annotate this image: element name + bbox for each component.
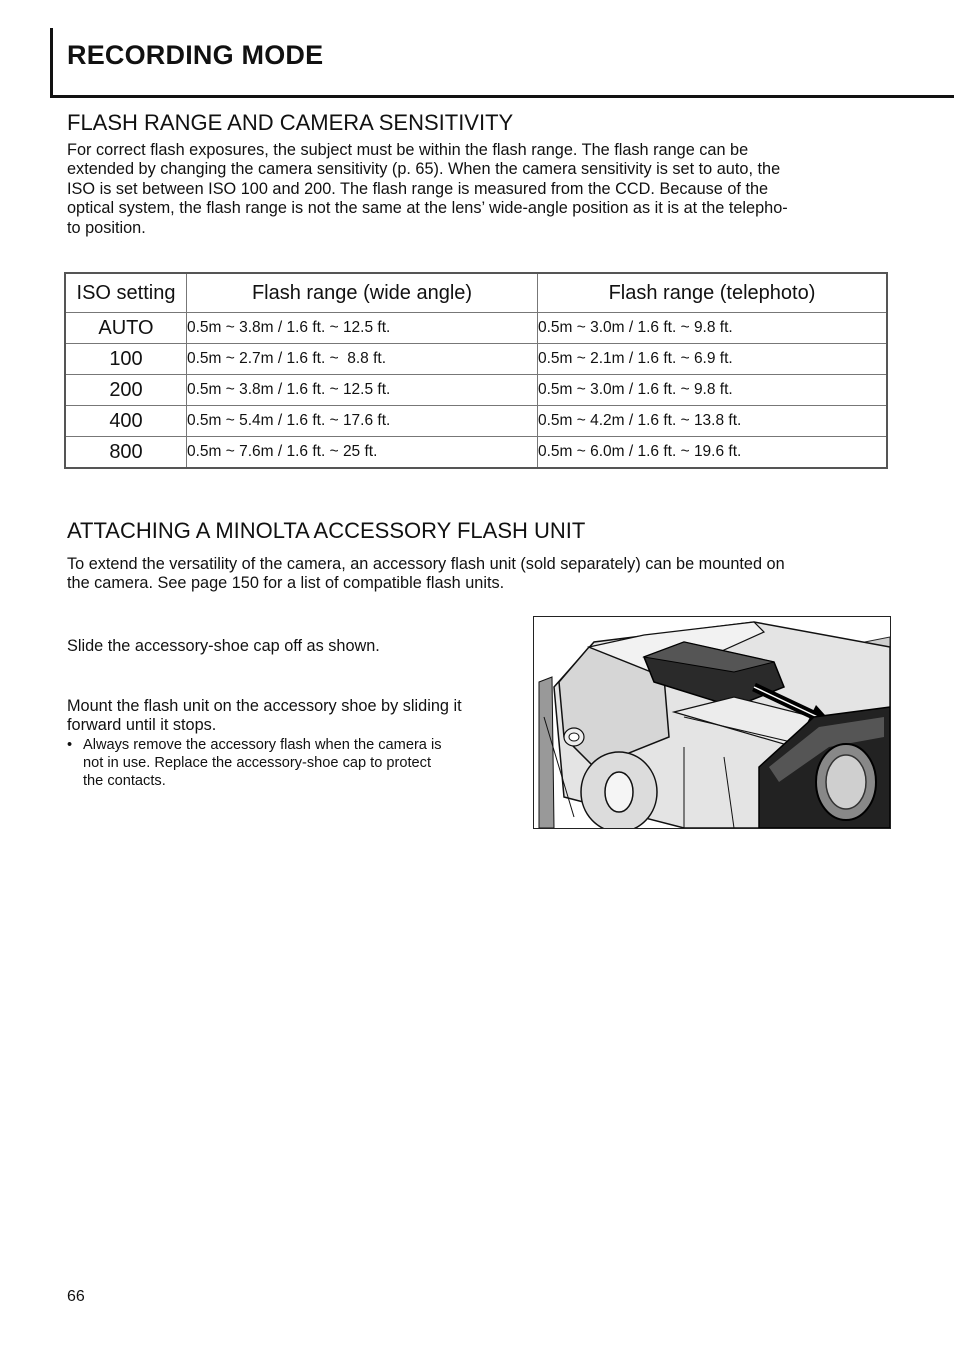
note-line: Always remove the accessory flash when the camera is xyxy=(83,737,442,753)
table-row xyxy=(65,344,887,375)
flash-range-table xyxy=(64,272,888,469)
table-row xyxy=(65,406,887,437)
flash-range-heading: FLASH RANGE AND CAMERA SENSITIVITY xyxy=(67,110,514,135)
header-rule-vertical xyxy=(50,28,53,98)
page-title: RECORDING MODE xyxy=(67,40,324,70)
tele-range-cell: 0.5m ~ 6.0m / 1.6 ft. ~ 19.6 ft. xyxy=(538,437,888,469)
paragraph-line: To extend the versatility of the camera, an accessory flash unit (sold separately) can be mounted on xyxy=(67,555,785,573)
tele-range-cell: 0.5m ~ 2.1m / 1.6 ft. ~ 6.9 ft. xyxy=(538,344,888,375)
flash-range-paragraph xyxy=(67,141,887,238)
page-number: 66 xyxy=(67,1288,85,1305)
instruction-step-2 xyxy=(67,697,517,736)
iso-cell: 800 xyxy=(65,437,187,469)
paragraph-line: to position. xyxy=(67,218,146,237)
iso-cell: 400 xyxy=(65,406,187,437)
table-row xyxy=(65,375,887,406)
accessory-flash-heading: ATTACHING A MINOLTA ACCESSORY FLASH UNIT xyxy=(67,518,586,543)
instruction-step-1: Slide the accessory-shoe cap off as shown. xyxy=(67,637,380,655)
paragraph-line: For correct flash exposures, the subject must be within the flash range. The flash range can be xyxy=(67,141,749,159)
iso-cell: 100 xyxy=(65,344,187,375)
wide-range-cell: 0.5m ~ 2.7m / 1.6 ft. ~ 8.8 ft. xyxy=(187,344,538,375)
wide-range-cell: 0.5m ~ 7.6m / 1.6 ft. ~ 25 ft. xyxy=(187,437,538,469)
camera-shoe-cap-diagram xyxy=(534,617,890,828)
instruction-line: Mount the flash unit on the accessory shoe by sliding it xyxy=(67,697,462,715)
tele-range-cell: 0.5m ~ 3.0m / 1.6 ft. ~ 9.8 ft. xyxy=(538,313,888,344)
bullet-dot-icon: • xyxy=(67,737,73,753)
note-line: not in use. Replace the accessory-shoe cap to protect xyxy=(83,755,432,771)
header-iso-setting: ISO setting xyxy=(65,273,187,313)
tele-range-cell: 0.5m ~ 4.2m / 1.6 ft. ~ 13.8 ft. xyxy=(538,406,888,437)
note-line: the contacts. xyxy=(83,773,166,789)
paragraph-line: ISO is set between ISO 100 and 200. The flash range is measured from the CCD. Because of the xyxy=(67,179,769,198)
tele-range-cell: 0.5m ~ 3.0m / 1.6 ft. ~ 9.8 ft. xyxy=(538,375,888,406)
header-rule-horizontal xyxy=(50,95,954,98)
paragraph-line: extended by changing the camera sensitivity (p. 65). When the camera sensitivity is set to auto, the xyxy=(67,160,781,179)
header-telephoto: Flash range (telephoto) xyxy=(538,273,888,313)
camera-illustration xyxy=(533,616,891,829)
paragraph-line: the camera. See page 150 for a list of compatible flash units. xyxy=(67,574,505,593)
wide-range-cell: 0.5m ~ 3.8m / 1.6 ft. ~ 12.5 ft. xyxy=(187,313,538,344)
instruction-line: forward until it stops. xyxy=(67,716,217,735)
header-wide-angle: Flash range (wide angle) xyxy=(187,273,538,313)
table-header-row xyxy=(65,273,887,313)
note-bullet xyxy=(67,736,512,790)
table-row xyxy=(65,313,887,344)
wide-range-cell: 0.5m ~ 3.8m / 1.6 ft. ~ 12.5 ft. xyxy=(187,375,538,406)
paragraph-line: optical system, the flash range is not the same at the lens’ wide-angle position as it is at the telepho- xyxy=(67,199,788,218)
accessory-flash-paragraph xyxy=(67,555,887,594)
table-row xyxy=(65,437,887,469)
wide-range-cell: 0.5m ~ 5.4m / 1.6 ft. ~ 17.6 ft. xyxy=(187,406,538,437)
iso-cell: AUTO xyxy=(65,313,187,344)
iso-cell: 200 xyxy=(65,375,187,406)
